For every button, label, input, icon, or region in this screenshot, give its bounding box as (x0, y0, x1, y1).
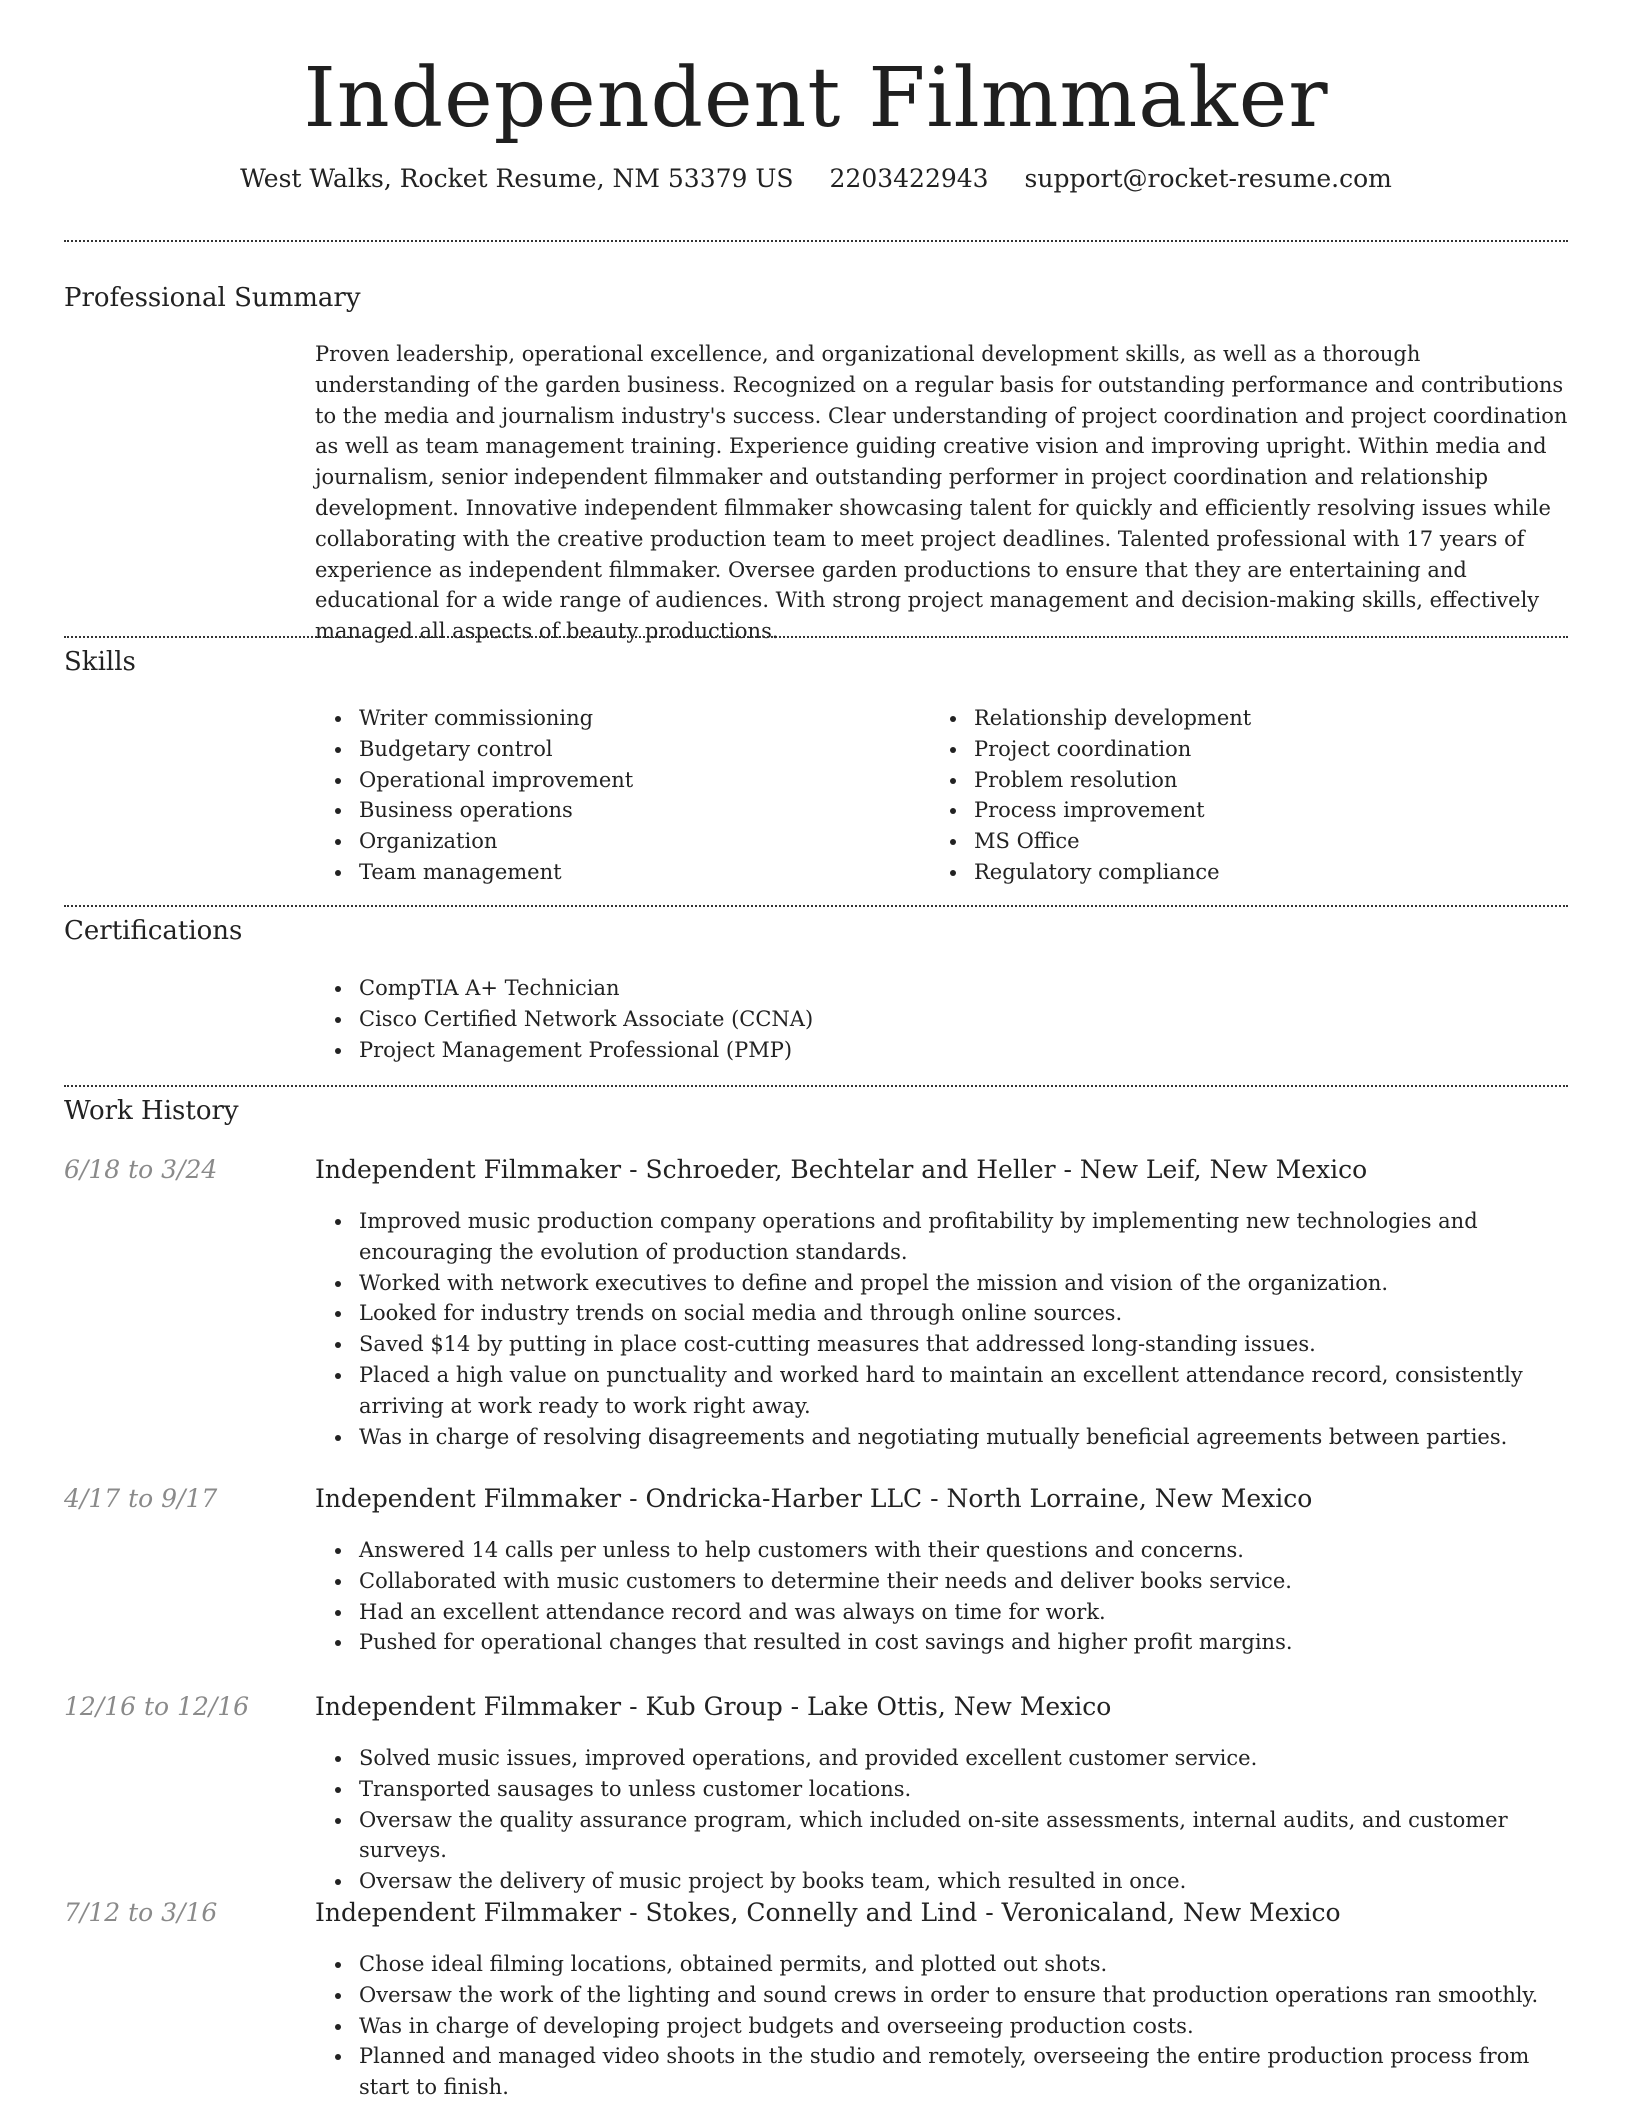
list-item: Chose ideal filming locations, obtained permits, and plotted out shots. (315, 1949, 1570, 1980)
job-title: Independent Filmmaker - Kub Group - Lake Ottis, New Mexico (315, 1692, 1112, 1721)
list-item: Saved $14 by putting in place cost-cutting measures that addressed long-standing issues. (315, 1329, 1570, 1360)
section-divider (64, 905, 1568, 907)
list-item: Team management (315, 857, 915, 888)
list-item: Looked for industry trends on social media and through online sources. (315, 1298, 1570, 1329)
certifications-list (315, 973, 1570, 1065)
list-item: Regulatory compliance (930, 857, 1550, 888)
job-bullets (315, 1535, 1570, 1658)
list-item: Cisco Certified Network Associate (CCNA) (315, 1004, 1570, 1035)
list-item: Process improvement (930, 795, 1550, 826)
address: West Walks, Rocket Resume, NM 53379 US (240, 164, 794, 194)
list-item: Budgetary control (315, 734, 915, 765)
job-title: Independent Filmmaker - Schroeder, Bechtelar and Heller - New Leif, New Mexico (315, 1155, 1368, 1184)
job-date: 6/18 to 3/24 (64, 1155, 218, 1184)
section-divider (64, 240, 1568, 242)
list-item: Transported sausages to unless customer locations. (315, 1774, 1570, 1805)
job-date: 12/16 to 12/16 (64, 1692, 250, 1721)
list-item: Business operations (315, 795, 915, 826)
skills-list-left (315, 703, 915, 888)
list-item: Oversaw the quality assurance program, which included on-site assessments, internal audits, and customer surveys. (315, 1805, 1570, 1867)
list-item: Oversaw the delivery of music project by books team, which resulted in once. (315, 1866, 1570, 1897)
list-item: Worked with network executives to define and propel the mission and vision of the organization. (315, 1268, 1570, 1299)
resume-header (0, 0, 1632, 193)
phone: 2203422943 (829, 164, 989, 194)
job-bullets (315, 1206, 1570, 1452)
contact-line (0, 164, 1632, 193)
job-date: 7/12 to 3/16 (64, 1898, 218, 1927)
list-item: Was in charge of developing project budgets and overseeing production costs. (315, 2011, 1570, 2042)
job-title: Independent Filmmaker - Stokes, Connelly and Lind - Veronicaland, New Mexico (315, 1898, 1341, 1927)
section-divider (64, 636, 1568, 638)
certifications-heading: Certifications (64, 916, 243, 946)
job-bullets (315, 1949, 1570, 2103)
list-item: Solved music issues, improved operations, and provided excellent customer service. (315, 1743, 1570, 1774)
section-divider (64, 1085, 1568, 1087)
list-item: MS Office (930, 826, 1550, 857)
email: support@rocket-resume.com (1024, 164, 1392, 194)
list-item: Relationship development (930, 703, 1550, 734)
list-item: Operational improvement (315, 765, 915, 796)
list-item: Writer commissioning (315, 703, 915, 734)
list-item: Planned and managed video shoots in the studio and remotely, overseeing the entire production process from start to finish. (315, 2041, 1570, 2103)
skills-heading: Skills (64, 647, 136, 677)
list-item: Had an excellent attendance record and was always on time for work. (315, 1597, 1570, 1628)
list-item: Was in charge of resolving disagreements and negotiating mutually beneficial agreements between parties. (315, 1422, 1570, 1453)
list-item: Problem resolution (930, 765, 1550, 796)
list-item: Placed a high value on punctuality and worked hard to maintain an excellent attendance record, consistently arriving at work ready to work right away. (315, 1360, 1570, 1422)
job-date: 4/17 to 9/17 (64, 1484, 218, 1513)
summary-heading: Professional Summary (64, 283, 361, 313)
list-item: Project coordination (930, 734, 1550, 765)
job-title: Independent Filmmaker - Ondricka-Harber LLC - North Lorraine, New Mexico (315, 1484, 1313, 1513)
list-item: Improved music production company operations and profitability by implementing new technologies and encouraging the evolution of production standards. (315, 1206, 1570, 1268)
list-item: Project Management Professional (PMP) (315, 1035, 1570, 1066)
list-item: Collaborated with music customers to determine their needs and deliver books service. (315, 1566, 1570, 1597)
list-item: Answered 14 calls per unless to help customers with their questions and concerns. (315, 1535, 1570, 1566)
candidate-name: Independent Filmmaker (303, 51, 1329, 146)
list-item: Oversaw the work of the lighting and sound crews in order to ensure that production operations ran smoothly. (315, 1980, 1570, 2011)
work-history-heading: Work History (64, 1096, 239, 1126)
summary-text: Proven leadership, operational excellence, and organizational development skills, as well as a thorough understanding of the garden business. Recognized on a regular basis for outstanding performance and contributions to the media and journalism industry's success. Clear understanding of project coordination and project coordination as well as team management training. Experience guiding creative vision and improving upright. Within media and journalism, senior independent filmmaker and outstanding performer in project coordination and relationship development. Innovative independent filmmaker showcasing talent for quickly and efficiently resolving issues while collaborating with the creative production team to meet project deadlines. Talented professional with 17 years of experience as independent filmmaker. Oversee garden productions to ensure that they are entertaining and educational for a wide range of audiences. With strong project management and decision-making skills, effectively managed all aspects of beauty productions. (315, 342, 1568, 644)
skills-list-right (930, 703, 1550, 888)
list-item: Organization (315, 826, 915, 857)
job-bullets (315, 1743, 1570, 1897)
list-item: Pushed for operational changes that resulted in cost savings and higher profit margins. (315, 1627, 1570, 1658)
list-item: CompTIA A+ Technician (315, 973, 1570, 1004)
